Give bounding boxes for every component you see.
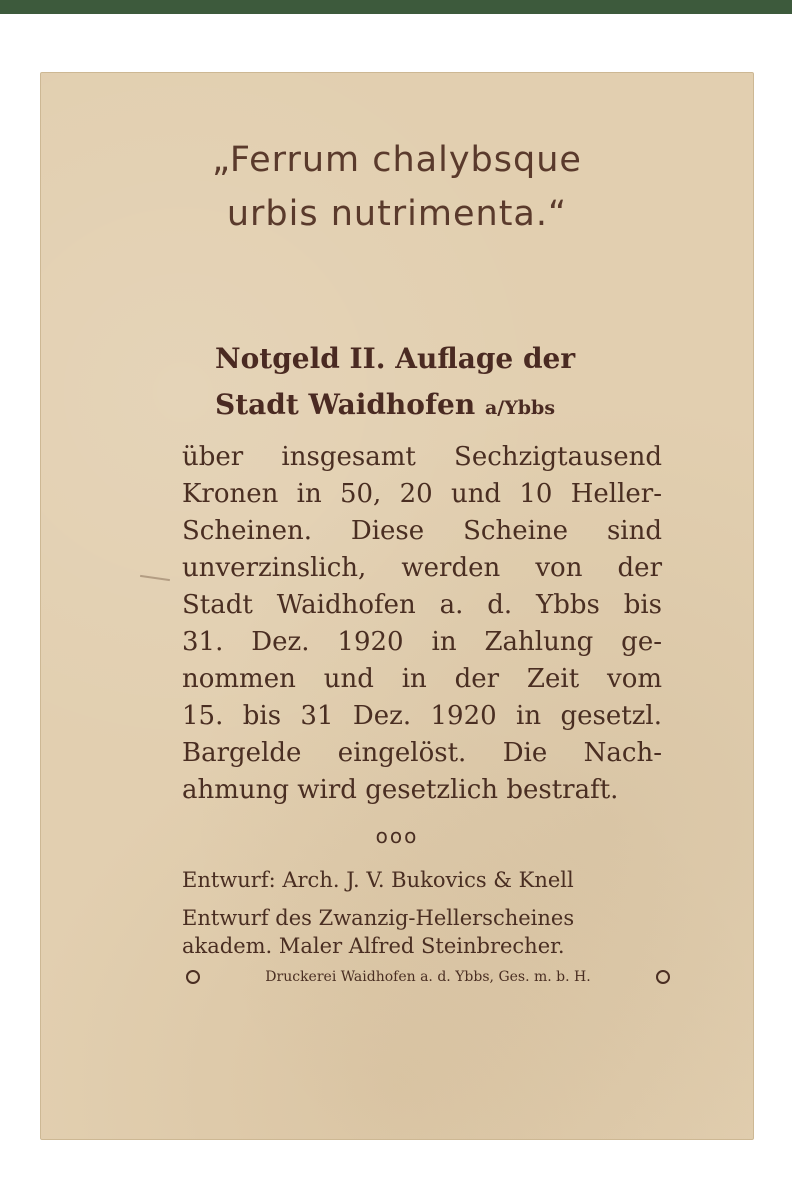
- body-line: Scheinen. Diese Scheine sind: [182, 516, 662, 546]
- paper-mark: [140, 575, 170, 581]
- heading-line-1: Notgeld II. Auflage der: [215, 342, 576, 375]
- body-line: Stadt Waidhofen a. d. Ybbs bis: [182, 590, 662, 620]
- credit-line-3: akadem. Maler Alfred Steinbrecher.: [182, 934, 565, 958]
- ring-left-icon: [186, 970, 200, 984]
- heading-town: Stadt Waidhofen: [215, 388, 476, 421]
- credit-line-1: Entwurf: Arch. J. V. Bukovics & Knell: [182, 868, 574, 892]
- body-line: unverzinslich, werden von der: [182, 553, 662, 583]
- heading-town-suffix: a/Ybbs: [484, 397, 556, 419]
- heading-line-2: [215, 388, 555, 421]
- separator-dots: ooo: [375, 824, 419, 848]
- body-line: über insgesamt Sechzigtausend: [182, 442, 662, 472]
- body-line: 31. Dez. 1920 in Zahlung ge-: [182, 627, 662, 657]
- body-line: 15. bis 31 Dez. 1920 in gesetzl.: [182, 701, 662, 731]
- body-line: nommen und in der Zeit vom: [182, 664, 662, 694]
- top-edge-bar: [0, 0, 792, 14]
- printer-line: [186, 969, 670, 985]
- printer-name: Druckerei Waidhofen a. d. Ybbs, Ges. m. b. H.: [265, 969, 591, 985]
- motto-line-1: „Ferrum chalybsque: [212, 140, 582, 180]
- body-line: Kronen in 50, 20 und 10 Heller-: [182, 479, 662, 509]
- ring-right-icon: [656, 970, 670, 984]
- notgeld-card-back: [40, 72, 754, 1140]
- body-line: Bargelde eingelöst. Die Nach-: [182, 738, 662, 768]
- motto-line-2: urbis nutrimenta.“: [226, 194, 568, 234]
- credit-line-2: Entwurf des Zwanzig-Hellerscheines: [182, 906, 575, 930]
- body-line: ahmung wird gesetzlich bestraft.: [182, 775, 619, 805]
